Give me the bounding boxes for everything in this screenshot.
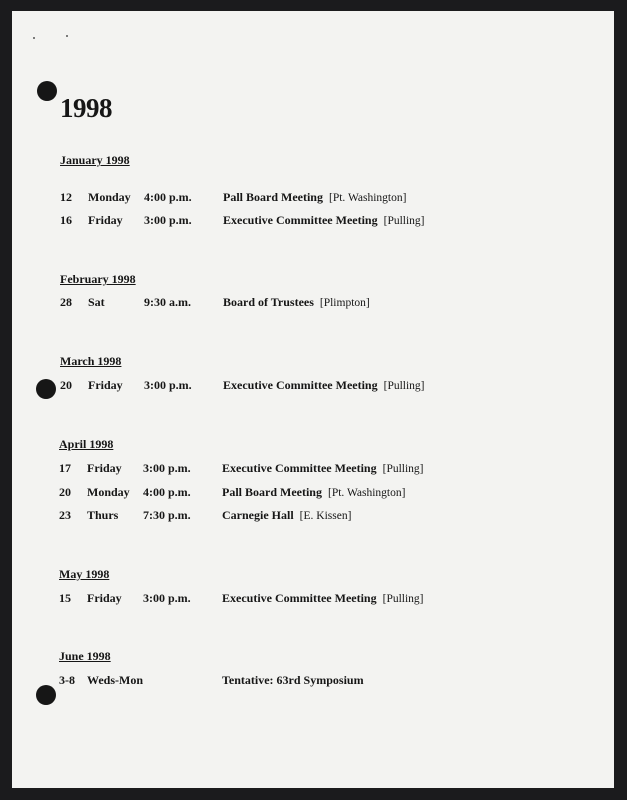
month-heading: April 1998 <box>59 437 114 451</box>
event-description <box>222 673 364 688</box>
event-day: 3-8 <box>59 673 75 687</box>
month-heading: May 1998 <box>59 567 110 581</box>
event-day: 16 <box>60 213 72 227</box>
event-weekday: Friday <box>88 378 123 392</box>
event-day: 23 <box>59 508 71 522</box>
event-title: Carnegie Hall <box>222 508 294 522</box>
event-description <box>223 295 370 310</box>
event-weekday: Friday <box>87 461 122 475</box>
event-weekday: Sat <box>88 295 105 309</box>
event-title: Executive Committee Meeting <box>223 213 378 227</box>
event-description <box>222 461 424 476</box>
event-time: 4:00 p.m. <box>144 190 192 204</box>
event-title: Tentative: 63rd Symposium <box>222 673 364 687</box>
event-description <box>222 591 424 606</box>
event-day: 20 <box>60 378 72 392</box>
event-note: [Pulling] <box>383 380 425 392</box>
event-note: [Pt. Washington] <box>327 487 406 499</box>
event-weekday: Friday <box>88 213 123 227</box>
event-day: 15 <box>59 591 71 605</box>
event-time: 3:00 p.m. <box>143 591 191 605</box>
event-title: Executive Committee Meeting <box>223 378 378 392</box>
event-description <box>222 485 405 500</box>
month-heading: January 1998 <box>60 153 130 167</box>
event-title: Board of Trustees <box>223 295 314 309</box>
year-heading: 1998 <box>60 93 112 123</box>
event-time: 7:30 p.m. <box>143 508 191 522</box>
punch-hole <box>36 685 56 705</box>
paper-speck <box>33 37 35 39</box>
event-note: [Pt. Washington] <box>328 192 407 204</box>
event-time: 4:00 p.m. <box>143 485 191 499</box>
event-note: [E. Kissen] <box>299 510 352 522</box>
event-day: 20 <box>59 485 71 499</box>
event-title: Pall Board Meeting <box>222 485 322 499</box>
punch-hole <box>36 379 56 399</box>
event-time: 3:00 p.m. <box>144 378 192 392</box>
event-time: 9:30 a.m. <box>144 295 191 309</box>
paper-speck <box>66 35 68 37</box>
event-weekday: Weds-Mon <box>87 673 144 687</box>
event-description <box>222 508 351 523</box>
event-note: [Pulling] <box>383 215 425 227</box>
event-description <box>223 378 425 393</box>
event-note: [Pulling] <box>382 463 424 475</box>
event-weekday: Friday <box>87 591 122 605</box>
month-heading: June 1998 <box>59 649 111 663</box>
event-note: [Plimpton] <box>319 297 370 309</box>
event-description <box>223 213 425 228</box>
event-day: 17 <box>59 461 71 475</box>
event-day: 12 <box>60 190 72 204</box>
event-title: Pall Board Meeting <box>223 190 323 204</box>
event-description <box>223 190 406 205</box>
event-time: 3:00 p.m. <box>143 461 191 475</box>
punch-hole <box>37 81 57 101</box>
event-weekday: Thurs <box>87 508 119 522</box>
document-page <box>12 11 614 788</box>
month-heading: February 1998 <box>60 272 136 286</box>
event-weekday: Monday <box>88 190 131 204</box>
event-title: Executive Committee Meeting <box>222 461 377 475</box>
event-day: 28 <box>60 295 72 309</box>
month-heading: March 1998 <box>60 354 122 368</box>
event-title: Executive Committee Meeting <box>222 591 377 605</box>
event-weekday: Monday <box>87 485 130 499</box>
event-time: 3:00 p.m. <box>144 213 192 227</box>
event-note: [Pulling] <box>382 593 424 605</box>
